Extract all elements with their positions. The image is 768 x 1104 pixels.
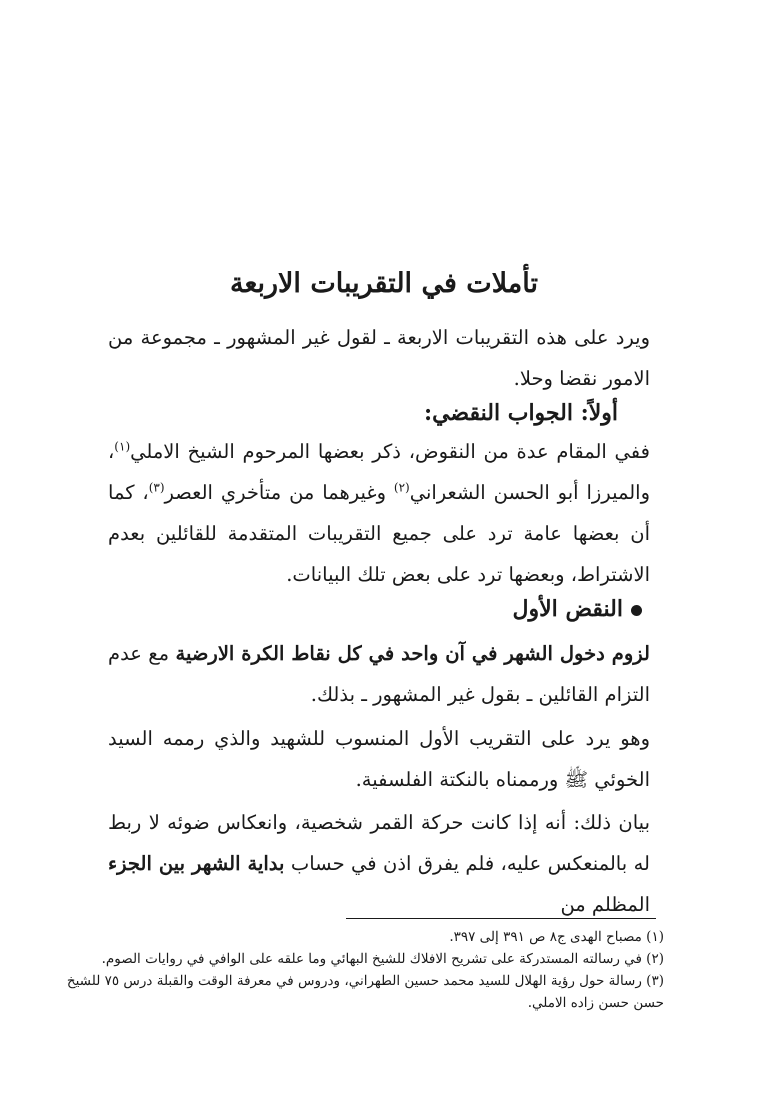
p1-text-c: وغيرهما من متأخري العصر [164, 481, 394, 504]
p4-text-b: المظلم من [560, 893, 650, 916]
paragraph-first-refutation [108, 633, 650, 715]
footnote-1: (١) مصباح الهدى ج٨ ص ٣٩١ إلى ٣٩٧. [449, 929, 664, 945]
footnote-divider [346, 918, 656, 919]
intro-paragraph [108, 317, 650, 399]
footnote-ref-1[interactable]: (١) [114, 439, 131, 454]
p4-text-a: بيان ذلك: أنه إذا كانت حركة القمر شخصية، وانعكاس ضوئه لا ربط له بالمنعكس عليه، فلم يفرق اذن في حساب [108, 811, 650, 875]
paragraph-refutations [108, 431, 650, 595]
p3-text: وهو يرد على التقريب الأول المنسوب للشهيد والذي رممه السيد الخوئي ﷺ ورممناه بالنكتة الفلسفية. [108, 727, 650, 791]
bullet-icon [631, 605, 642, 616]
heading2-text: النقض الأول [512, 596, 623, 622]
page-title: تأملات في التقريبات الاربعة [229, 268, 539, 299]
footnote-ref-2[interactable]: (٢) [393, 480, 410, 495]
footnote-3: (٣) رسالة حول رؤية الهلال للسيد محمد حسين الطهراني، ودروس في معرفة الوقت والقبلة درس ٧٥ للشيخ حسن حسن زاده الاملي. [66, 973, 664, 1011]
footnote-ref-3[interactable]: (٣) [148, 480, 165, 495]
intro-text: ويرد على هذه التقريبات الاربعة ـ لقول غير المشهور ـ مجموعة من الامور نقضا وحلا. [108, 326, 650, 390]
section-heading-negative-answer: أولاً: الجواب النقضي: [423, 400, 618, 426]
p2-rest-text: مع عدم التزام القائلين ـ بقول غير المشهور ـ بذلك. [108, 642, 650, 706]
paragraph-applies-to [108, 718, 650, 800]
p1-text-a: ففي المقام عدة من النقوض، ذكر بعضها المرحوم الشيخ الاملي [130, 440, 650, 463]
footnote-2: (٢) في رسالته المستدركة على تشريح الافلاك للشيخ البهائي وما علقه على الوافي في روايات الصوم. [101, 951, 664, 967]
footnotes [44, 926, 664, 1014]
p4-bold-text: بداية الشهر بين الجزء [108, 852, 285, 875]
p1-text-d: ، كما أن بعضها عامة ترد على جميع التقريبات المتقدمة للقائلين بعدم الاشتراط، وبعضها ترد على بعض تلك البيانات. [108, 481, 650, 586]
p2-bold-text: لزوم دخول الشهر في آن واحد في كل نقاط الكرة الارضية [175, 642, 650, 665]
p1-text-b: ، والميرزا أبو الحسن الشعراني [108, 440, 651, 504]
section-heading-first-refutation [513, 596, 642, 622]
paragraph-explanation [108, 802, 650, 925]
